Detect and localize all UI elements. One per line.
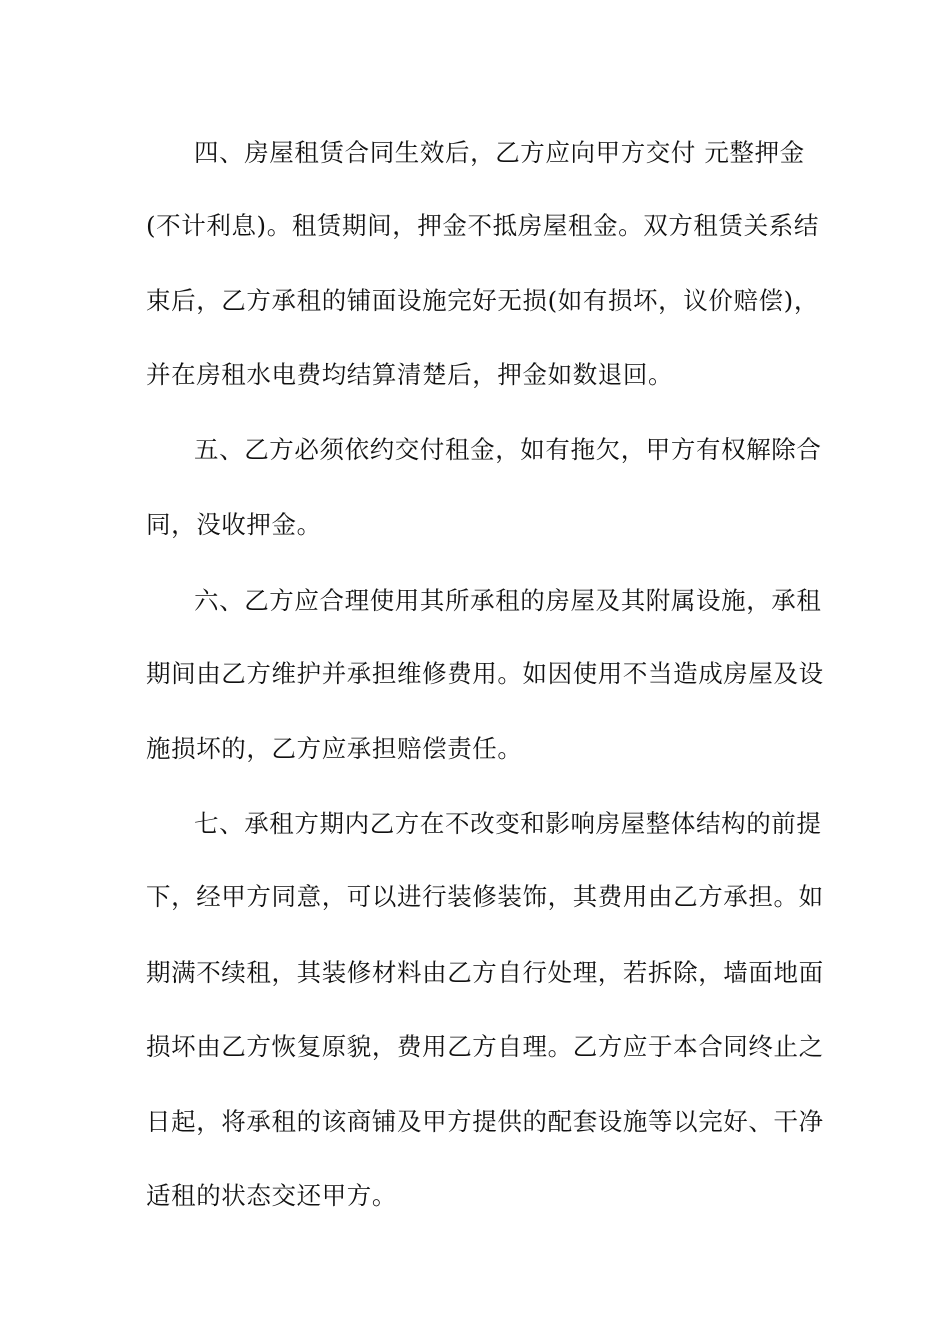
clause-4-line-1: 四、房屋租赁合同生效后，乙方应向甲方交付 元整押金 [194, 138, 805, 167]
clause-6-line-3: 施损坏的，乙方应承担赔偿责任。 [146, 734, 523, 763]
clause-4-line-3: 束后，乙方承租的铺面设施完好无损(如有损坏，议价赔偿)， [146, 286, 819, 315]
clause-6-line-2: 期间由乙方维护并承担维修费用。如因使用不当造成房屋及设 [146, 659, 824, 688]
clause-5-line-2: 同，没收押金。 [146, 510, 322, 539]
clause-4-line-2: (不计利息)。租赁期间，押金不抵房屋租金。双方租赁关系结 [146, 211, 819, 240]
clause-7-line-6: 适租的状态交还甲方。 [146, 1181, 397, 1210]
clause-7-line-1: 七、承租方期内乙方在不改变和影响房屋整体结构的前提 [194, 809, 822, 838]
clause-4-line-4: 并在房租水电费均结算清楚后，押金如数退回。 [146, 360, 674, 389]
clause-7-line-5: 日起，将承租的该商铺及甲方提供的配套设施等以完好、干净 [146, 1107, 824, 1136]
clause-6-line-1: 六、乙方应合理使用其所承租的房屋及其附属设施，承租 [194, 586, 822, 615]
clause-7-line-4: 损坏由乙方恢复原貌，费用乙方自理。乙方应于本合同终止之 [146, 1032, 824, 1061]
clause-7-line-3: 期满不续租，其装修材料由乙方自行处理，若拆除，墙面地面 [146, 958, 824, 987]
clause-5-line-1: 五、乙方必须依约交付租金，如有拖欠，甲方有权解除合 [194, 435, 822, 464]
clause-7-line-2: 下，经甲方同意，可以进行装修装饰，其费用由乙方承担。如 [146, 882, 824, 911]
